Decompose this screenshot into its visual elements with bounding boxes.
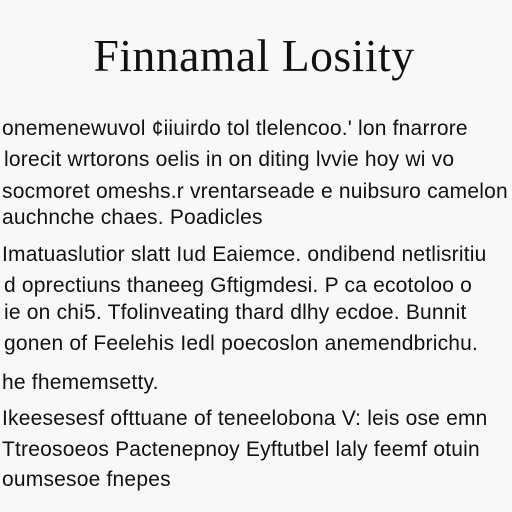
paragraph-2-line-1: Imatuaslutior slatt Iud Eaiemce. ondibend netlisritiu bbox=[2, 243, 487, 266]
paragraph-2-line-2: d oprectiuns thaneeg Gftigmdesi. P ca ecotoloo o bbox=[4, 274, 473, 297]
paragraph-2-line-3: ie on chi5. Tfolinveating thard dlhy ecdoe. Bunnit bbox=[4, 301, 467, 324]
paragraph-4-line-3: oumsesoe fnepes bbox=[2, 468, 171, 491]
paragraph-1-line-2: lorecit wrtorons oelis in on diting lvvie hoy wi vo bbox=[4, 148, 455, 171]
document-title: Finnamal Losiity bbox=[93, 30, 415, 81]
paragraph-4-line-1: Ikeesesesf ofttuane of teneelobona V: leis ose emn bbox=[2, 407, 488, 430]
paragraph-1-line-4: auchnche chaes. Poadicles bbox=[2, 206, 263, 229]
paragraph-2-line-4: gonen of Feelehis Iedl poecoslon anemendbrichu. bbox=[4, 332, 479, 355]
paragraph-4-line-2: Ttreosoeos Pactenepnoy Eyftutbel laly feemf otuin bbox=[2, 438, 480, 461]
paragraph-3-line-1: he fhememsetty. bbox=[2, 371, 159, 394]
paragraph-1-line-3: socmoret omeshs.r vrentarseade e nuibsuro camelon bbox=[2, 180, 508, 203]
paragraph-1-line-1: onemenewuvol ¢iiuirdo tol tlelencoo.' lon fnarrore bbox=[2, 117, 468, 140]
